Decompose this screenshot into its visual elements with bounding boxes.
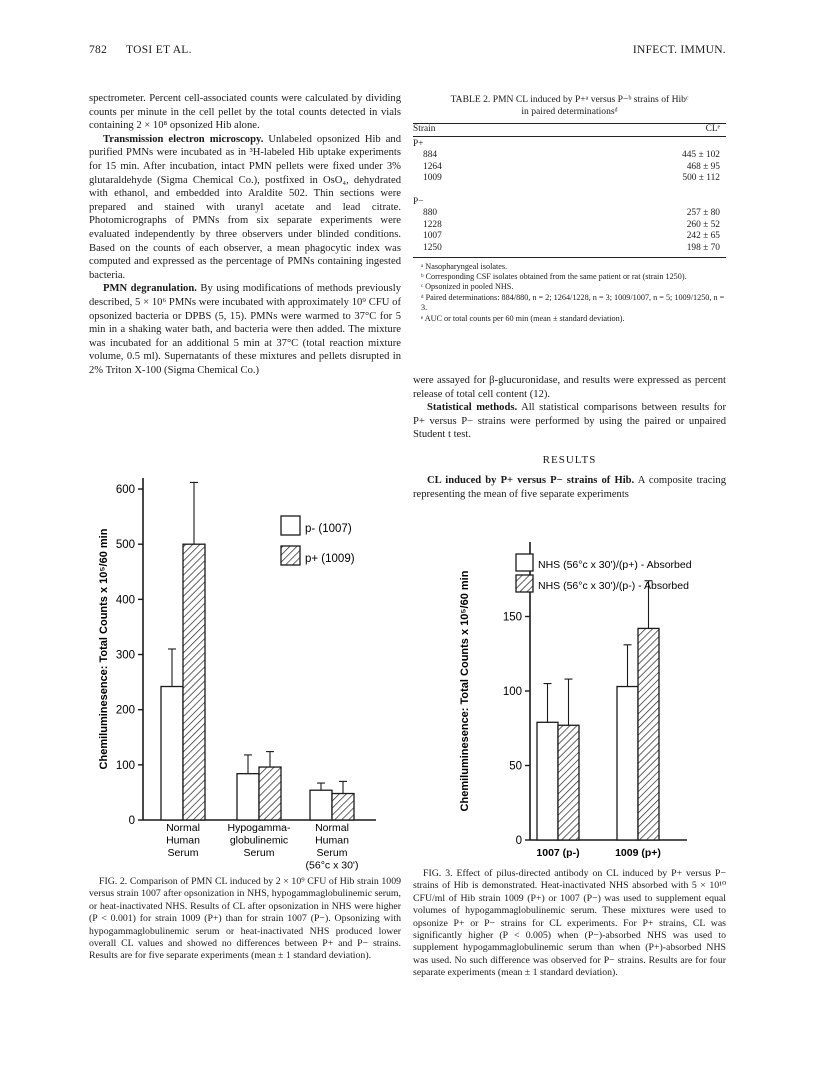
paragraph — [413, 401, 726, 442]
y-tick-label: 100 — [502, 686, 522, 698]
running-authors: TOSI ET AL. — [126, 44, 192, 56]
legend-swatch — [516, 575, 533, 592]
bar-hatched — [558, 725, 579, 840]
legend-swatch — [281, 546, 300, 565]
paragraph-body: All statistical comparisons between results for P+ versus P− strains were performed by using the paired or unpaired Student t test. — [413, 402, 726, 441]
group-label: P+ — [413, 138, 424, 149]
x-tick-label: Human — [166, 834, 200, 847]
bar-hatched — [259, 767, 281, 820]
paragraph — [413, 474, 726, 501]
table-2 — [413, 94, 726, 324]
paragraph-body: A composite tracing representing the mean of five separate experiments — [413, 474, 726, 500]
y-tick-label: 100 — [115, 759, 135, 772]
legend-label: p- (1007) — [305, 523, 352, 535]
paragraph: were assayed for β-glucuronidase, and results were expressed as percent release of total cell content (12). — [413, 375, 726, 400]
group-label: P− — [413, 196, 424, 207]
y-tick-label: 300 — [115, 649, 135, 662]
table-title: in paired determinationsᵈ — [521, 106, 618, 117]
footnote: ᵉ AUC or total counts per 60 min (mean ± standard deviation). — [421, 313, 625, 323]
legend-swatch — [281, 516, 300, 535]
table-body — [413, 139, 726, 255]
footnote: ᵇ Corresponding CSF isolates obtained from the same patient or rat (strain 1250). — [421, 271, 687, 281]
column-header: Strain — [413, 124, 436, 134]
table-row: 1264 468 ± 95 — [423, 161, 720, 172]
paragraph-body: By using modifications of methods previously described, 5 × 10⁶ PMNs were incubated with approximately 10⁹ CFU of opsonized bacteria or DPBS (5, 15). PMNs were warmed to 37°C for 5 min in a shaking water bath, and bacteria were then added. The mixture was incubated for an additional 5 min at 37°C (total reaction mixture volume, 0.5 ml). Supernatants of these mixtures and pellets disrupted in 2% Triton X-100 (Sigma Chemical Co.) — [89, 283, 401, 376]
y-tick-label: 0 — [128, 815, 135, 827]
table-row: 1009 500 ± 112 — [423, 173, 720, 184]
table-title: TABLE 2. PMN CL induced by P+ᵃ versus P−ᵇ strains of Hibᶜ — [450, 94, 689, 105]
x-tick-label: globulinemic — [229, 834, 289, 847]
table-row: 1007 242 ± 65 — [423, 231, 720, 242]
x-tick-label: 1007 (p-) — [536, 847, 580, 859]
section-runin-heading: CL induced by P+ versus P− strains of Hib. — [427, 474, 635, 486]
y-axis-label: Chemiluminesence: Total Counts x 10⁵/60 min — [459, 570, 471, 812]
fig3-chart — [456, 542, 746, 864]
x-tick-label: Hypogamma- — [227, 822, 291, 834]
x-tick-label: (56°c x 30') — [305, 859, 359, 872]
x-tick-label: Serum — [316, 847, 348, 859]
left-column-text — [89, 92, 401, 377]
x-tick-label: Normal — [166, 822, 200, 834]
right-column-text — [413, 374, 726, 501]
y-axis-label: Chemiluminesence: Total Counts x 10⁵/60 min — [98, 528, 110, 770]
bar-open — [617, 687, 638, 840]
section-heading: RESULTS — [542, 453, 597, 466]
y-tick-label: 0 — [515, 835, 522, 847]
y-tick-label: 600 — [115, 484, 135, 497]
x-tick-label: Serum — [243, 847, 275, 859]
section-runin-heading: Transmission electron microscopy. — [103, 133, 264, 145]
page-number: 782 — [89, 44, 108, 56]
y-tick-label: 50 — [509, 760, 522, 773]
y-tick-label: 150 — [502, 611, 522, 624]
y-tick-label: 400 — [115, 594, 135, 607]
x-tick-label: Normal — [315, 822, 349, 834]
x-tick-label: Human — [315, 834, 349, 847]
section-runin-heading: PMN degranulation. — [103, 283, 197, 295]
x-tick-label: Serum — [167, 847, 199, 859]
legend-label: NHS (56°c x 30')/(p-) - Absorbed — [538, 580, 689, 592]
legend-swatch — [516, 554, 533, 571]
y-tick-label: 500 — [115, 539, 135, 552]
section-runin-heading: Statistical methods. — [427, 402, 518, 414]
bar-open — [161, 687, 183, 820]
legend-label: p+ (1009) — [305, 553, 355, 565]
footnote: ᶜ Opsonized in pooled NHS. — [421, 282, 514, 292]
paragraph: spectrometer. Percent cell-associated counts were calculated by dividing counts per minute in the cell pellet by the total counts detected in vials containing 2 × 10⁸ opsonized Hib alone. — [89, 93, 401, 132]
table-row: 1250 198 ± 70 — [423, 242, 720, 253]
x-tick-label: 1009 (p+) — [615, 847, 661, 859]
column-header: CLᵉ — [705, 124, 720, 134]
table-row: 884 445 ± 102 — [423, 150, 720, 161]
bar-hatched — [183, 544, 205, 820]
fig3-caption: FIG. 3. Effect of pilus-directed antibody on CL induced by P+ versus P− strains of Hib is demonstrated. Heat-inactivated NHS absorbed with 5 × 10¹⁰ CFU/ml of Hib strain 1009 (P+) or 1007 (P−) was used to supplement equal volumes of hypogammaglobulinemic serum. These mixtures were used to opsonize P+ or P− strains for CL experiments. For P+ strains, CL was significantly higher (P < 0.005) when (P−)-absorbed NHS was used to supplement hypogammaglobulinemic serum than when (P+)-absorbed NHS was used. No such difference was observed for P− strains. Results are for four separate experiments (mean ± 1 standard deviation). — [413, 868, 726, 979]
bar-hatched — [332, 794, 354, 820]
bar-hatched — [638, 628, 659, 840]
table-body — [413, 124, 726, 136]
paragraph-body: Unlabeled opsonized Hib and purified PMNs were incubated as in ³H-labeled Hib uptake experiments for 15 min. After incubation, intact PMN pellets were fixed under 3% glutaraldehyde (Sigma Chemical Co.), postfixed in OsO₄, dehydrated with ethanol, and embedded into Araldite 502. Thin sections were prepared and stained with uranyl acetate and lead citrate. Photomicrographs of PMNs from six separate experiments were evaluated independently by three observers under blinded conditions. Based on the counts of each observer, a mean phagocytic index was computed and expressed as the percentage of PMNs containing ingested bacteria. — [89, 133, 402, 281]
fig2-caption: FIG. 2. Comparison of PMN CL induced by 2 × 10⁹ CFU of Hib strain 1009 versus strain 1007 after opsonization in NHS, hypogammaglobulinemic serum, or heat-inactivated NHS. Results of CL after opsonization in NHS were higher (P < 0.001) for strain 1009 (P+) than for strain 1007 (P−). Opsonizing with hypogammaglobulinemic serum or heat-inactivated NHS produced lower overall CL values and showed no differences between P+ and P− strains. Results are for five separate experiments (mean ± 1 standard deviation). — [89, 876, 401, 962]
footnote: ᵃ Nasopharyngeal isolates. — [421, 261, 508, 271]
fig2-chart — [89, 478, 401, 882]
bar-open — [537, 722, 558, 840]
bar-open — [237, 774, 259, 820]
bar-open — [310, 790, 332, 820]
paragraph — [89, 133, 401, 283]
y-tick-label: 200 — [115, 704, 135, 717]
footnote: ᵈ Paired determinations: 884/880, n = 2; 1264/1228, n = 3; 1009/1007, n = 5; 1009/1250, n = 3. — [421, 292, 725, 313]
table-row: 1228 260 ± 52 — [423, 219, 720, 230]
table-row: 880 257 ± 80 — [423, 208, 720, 219]
journal-name: INFECT. IMMUN. — [632, 44, 726, 56]
paragraph — [89, 282, 401, 377]
legend-label: NHS (56°c x 30')/(p+) - Absorbed — [538, 559, 692, 571]
table-footnotes — [413, 262, 726, 324]
